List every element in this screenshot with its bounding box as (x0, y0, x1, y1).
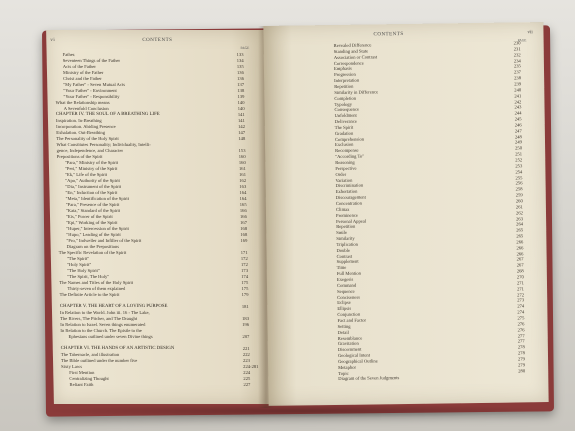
toc-entry-text: "Apo," Authority of the Spirit (65, 177, 120, 183)
toc-entry-text: The Definite Article to the Spirit (59, 292, 120, 298)
toc-page-number: 266 (516, 239, 524, 245)
toc-entry-text: Contrast (336, 253, 353, 259)
toc-entry-text: "Dia," Instrument of the Spirit (65, 183, 122, 189)
toc-entry-text: Discrimination (335, 182, 364, 189)
toc-entry-text: Similarity (336, 235, 355, 242)
toc-chapter-title: CHAPTER IV. THE SOUL OF A BREATHING LIFE (55, 111, 160, 117)
toc-page-number: 196 (242, 322, 250, 328)
toc-entry-text: "Peri," Ministry of the Spirit (64, 165, 118, 171)
toc-entry-text: Supplement (336, 259, 359, 265)
toc-entry-text: Christ and the Father (63, 75, 102, 81)
toc-page-number: 241 (514, 93, 522, 99)
toc-entry-text: Consequence (334, 106, 360, 113)
toc-page-number: 238 (514, 75, 522, 81)
toc-entry-text: Seventeen Things of the Father (62, 57, 121, 63)
toc-page-number: 223 (242, 358, 250, 364)
toc-entry-text: Repetition (334, 83, 354, 89)
right-page-heading: CONTENTS (373, 32, 404, 38)
toc-entry-text: "Meta," Identification of the Spirit (65, 195, 129, 201)
toc-page-number: 136 (237, 75, 245, 81)
toc-page-number: 235 (513, 63, 521, 69)
toc-page-number: 137 (237, 81, 245, 87)
toc-entry-text: Sixty Laws (61, 364, 83, 370)
toc-page-number: 162 (239, 177, 247, 183)
toc-entry-text: Exegesis (336, 276, 354, 282)
toc-page-number: 172 (240, 256, 248, 262)
toc-page-number: 167 (240, 220, 248, 226)
toc-page-number: 140 (237, 105, 245, 111)
toc-entry-text: "The Spirit" (66, 256, 90, 262)
toc-page-number: 224 (243, 370, 251, 376)
toc-page-number: 140 (237, 99, 245, 105)
toc-page-number: 280 (518, 367, 526, 374)
toc-entry-text: "Pro," Indweller and Infiller of the Spirit (66, 238, 142, 244)
toc-page-number: 169 (240, 238, 248, 244)
toc-entry-text: Gravitation (337, 341, 359, 347)
toc-entry-text: Typology (334, 101, 353, 107)
toc-entry-text: Full Mention (336, 270, 361, 277)
toc-page-number: 221 (242, 346, 250, 352)
toc-entry-text: The Names and Titles of the Holy Spirit (59, 280, 134, 286)
toc-entry-text: Resemblance (337, 335, 363, 341)
toc-entry-text: Deliverance (334, 118, 357, 125)
toc-page-number: 160 (238, 153, 246, 159)
toc-entry-text: The Spirit (334, 124, 354, 130)
book-shadow (40, 404, 560, 418)
toc-entry-text: A Sevenfold Conclusion (63, 105, 109, 111)
toc-page-number: 255 (515, 174, 523, 181)
toc-page-number: 254 (515, 169, 523, 175)
toc-page-number: 263 (516, 215, 523, 221)
toc-page-number: 168 (240, 232, 248, 238)
toc-page-number: 246 (514, 122, 522, 128)
toc-entry-text: Concentration (335, 200, 362, 206)
toc-page-number: 279 (517, 356, 525, 362)
right-page-number: vii (527, 30, 533, 36)
toc-page-number: 247 (514, 128, 522, 134)
toc-entry-text: Correspondence (333, 60, 364, 66)
toc-page-number: 166 (239, 207, 247, 213)
toc-entry-text: "Epi," Working of the Spirit (66, 220, 118, 226)
toc-entry-text: Time (336, 265, 347, 271)
toc-entry-text: The Specific Revelation of the Spirit (58, 250, 127, 256)
toc-entry-text: "Para," Ministry of the Spirit (64, 159, 119, 165)
toc-entry-text: Acts of the Father (62, 63, 96, 69)
toc-entry-text: Eclipse (337, 300, 351, 306)
toc-entry-text: In Relation to the World. John iii. 16 - The Lake, (59, 310, 150, 316)
toc-entry-text: Recompense (335, 147, 359, 154)
toc-entry-text: Exclusion (334, 142, 354, 148)
toc-entry-text: "Ek," Life of the Spirit (65, 171, 108, 177)
toc-entry-text: "Your Father" - Responsibility (63, 93, 120, 99)
toc-page-number: 163 (239, 183, 247, 189)
toc-page-number: 262 (515, 210, 523, 216)
toc-page-number: 133 (236, 51, 244, 57)
toc-page-number: 270 (516, 274, 524, 280)
toc-page-number: 181 (241, 304, 249, 310)
toc-entry-text: Setting (337, 323, 351, 329)
right-page (263, 22, 548, 406)
toc-page-number: 175 (241, 286, 249, 292)
toc-entry-text: "Huper," Intercession of the Spirit (66, 226, 129, 232)
toc-page-number: 272 (517, 291, 525, 298)
toc-entry-text: "My Father" - Seven Mutual Acts (63, 81, 126, 87)
toc-entry-text: Father. (62, 51, 76, 57)
toc-entry-text: Prominence (335, 212, 358, 218)
toc-entry-text: Topic (338, 370, 349, 376)
toc-entry-text: Personal Appeal (336, 218, 367, 224)
toc-entry-text: "According To" (335, 153, 365, 160)
toc-page-number: 141 (237, 111, 245, 117)
toc-entry-text: The Bible outlined under the number five (60, 358, 138, 364)
toc-page-number: 166 (239, 213, 247, 220)
toc-page-number: 141 (237, 117, 245, 123)
toc-page-number: 265 (516, 227, 524, 233)
toc-page-number: 164 (239, 189, 247, 195)
toc-entry-text: The Personality of the Holy Spirit (56, 135, 119, 141)
toc-entry-text: Ephesians outlined under seven Divine things (68, 334, 153, 340)
toc-entry-text: Diagram on the Prepositions (66, 244, 120, 250)
toc-page-number: 147 (238, 129, 246, 135)
toc-page-number: 161 (238, 165, 246, 171)
toc-entry-text: The Tabernacle, and illustration (60, 352, 120, 358)
toc-entry-text: Completion (334, 95, 357, 101)
toc-page-number: 230 (513, 40, 521, 46)
left-page-number: vi (50, 37, 56, 43)
toc-entry-text: Discernment (337, 346, 362, 353)
toc-entry-text: Conjunction (337, 311, 361, 318)
toc-page-number: 275 (517, 315, 525, 321)
left-page (46, 30, 272, 404)
toc-page-number: 171 (240, 250, 248, 256)
toc-page-number: 237 (513, 69, 521, 75)
toc-entry-text: The Rivers, The Pitcher, and The Draught (60, 316, 138, 322)
toc-page-number: 252 (515, 157, 523, 163)
toc-page-number: 265 (516, 233, 524, 239)
toc-page-number: 267 (516, 256, 524, 262)
toc-entry-text: Smile (336, 230, 348, 236)
toc-entry-text: Fact and Factor (337, 317, 367, 323)
toc-page-number: 266 (516, 245, 524, 251)
toc-page-number: 276 (517, 321, 525, 327)
toc-entry-text: Unfoldment (334, 112, 357, 119)
toc-entry-text: Diagram of the Seven Judgments (338, 375, 400, 382)
toc-page-number: 174 (241, 274, 249, 280)
toc-entry-text: Revealed Difference (333, 42, 372, 48)
left-page-heading: CONTENTS (142, 37, 173, 43)
toc-entry-text: Conciseness (337, 294, 360, 300)
toc-page-number: 239 (514, 81, 522, 87)
toc-page-number: 261 (515, 204, 523, 210)
toc-page-number: 175 (241, 280, 249, 286)
toc-page-number: 242 (514, 98, 522, 104)
toc-page-number: 268 (516, 268, 524, 274)
toc-page-number: 165 (239, 201, 247, 207)
toc-page-number: 183 (242, 316, 250, 322)
toc-page-number: 164 (239, 195, 247, 201)
toc-page-number: 279 (518, 362, 526, 368)
toc-page-number: 278 (517, 344, 525, 350)
toc-entry-text: Ellipsis (337, 306, 352, 312)
toc-entry-text: Emphasis (333, 66, 352, 72)
toc-page-number: 273 (517, 297, 525, 303)
right-page-word: PAGE (517, 38, 527, 43)
toc-page-number: 260 (515, 198, 523, 204)
toc-entry-text: Double (336, 247, 351, 253)
toc-entry-text: Perspective (335, 165, 357, 171)
toc-entry-text: Ministry of the Father (62, 69, 104, 75)
toc-entry-text: Geological Intent (337, 352, 371, 359)
toc-page-number: 161 (239, 171, 247, 177)
toc-page-number: 274 (517, 303, 525, 309)
toc-page-number: 277 (517, 332, 525, 338)
toc-entry-text: Progression (334, 71, 356, 78)
toc-page-number: 248 (514, 133, 522, 140)
toc-page-number: 271 (516, 280, 524, 286)
toc-entry-text: Association or Contrast (333, 54, 378, 60)
toc-page-number: 179 (241, 292, 249, 298)
toc-chapter-title: CHAPTER VI. THE HANDS OF AN ARTISTIC DESIGN (60, 346, 175, 352)
toc-entry-text: "Kata," Standard of the Spirit (65, 207, 121, 213)
toc-page-number: 227 (243, 382, 251, 388)
toc-page-number: 259 (515, 192, 523, 198)
toc-page-number: 207 (242, 334, 250, 340)
toc-entry-text: "The Holy Spirit" (67, 268, 100, 274)
toc-entry-text: Exhalation. Out-Breathing (56, 129, 106, 135)
toc-entry-text: Thirty-seven of them explained (67, 286, 126, 292)
toc-page-number: 276 (517, 326, 525, 333)
toc-page-number: 224-281 (243, 364, 259, 370)
toc-page-number: 267 (516, 262, 524, 268)
toc-page-number: 243 (514, 104, 522, 110)
toc-entry-text: Exhortation (335, 188, 358, 195)
toc-entry-text: "Para," Presence of the Spirit (65, 201, 120, 207)
toc-page-number: 250 (515, 145, 523, 151)
toc-page-number: 153 (238, 147, 246, 153)
toc-entry-text: Triplication (336, 241, 358, 247)
toc-page-number: 138 (237, 87, 245, 93)
toc-entry-text: Similarity in Difference (334, 89, 379, 95)
toc-entry-text: What Constitutes Personality; Individuality, Intelli- (56, 141, 151, 147)
toc-page-number: 148 (238, 135, 246, 141)
toc-page-number: 264 (516, 221, 524, 227)
toc-page-number: 173 (241, 268, 249, 274)
toc-page-number: 256 (515, 180, 523, 186)
toc-entry-text: "The Spirit, The Holy" (67, 274, 110, 280)
toc-page-number: 251 (515, 151, 523, 157)
toc-page-number: 139 (237, 93, 245, 99)
toc-page-number: 278 (517, 350, 525, 356)
toc-page-number: 245 (514, 116, 522, 122)
toc-entry-text: "Hupo," Leading of the Spirit (66, 232, 121, 238)
toc-entry-text: Discouragement (335, 194, 366, 201)
toc-entry-text: Geographical Outline (338, 358, 378, 364)
toc-page-number: 234 (513, 57, 521, 64)
toc-page-number: 266 (516, 250, 524, 257)
toc-entry-text: "En," Induction of the Spirit (65, 189, 118, 195)
toc-page-number: 225 (243, 376, 251, 382)
toc-entry-text: Repetition (336, 224, 356, 230)
toc-page-number: 277 (517, 338, 525, 344)
toc-page-number: 222 (242, 352, 250, 358)
toc-entry-text: Variation (335, 177, 353, 183)
toc-entry-text: What the Relationship means (55, 99, 110, 105)
left-page-word: PAGE (240, 45, 250, 50)
toc-chapter-title: CHAPTER V. THE HEART OF A LOVING PURPOSE (59, 304, 168, 310)
toc-page-number: 168 (240, 226, 248, 232)
toc-entry-text: Inspiration. In-Breathing (55, 117, 102, 123)
toc-entry-text: Gradation (334, 130, 354, 136)
toc-entry-text: Reliant Faith (69, 382, 94, 388)
toc-page-number: 274 (517, 309, 525, 315)
toc-page-number: 232 (513, 52, 521, 58)
toc-entry-text: "Your Father" - Environment (63, 87, 117, 93)
toc-entry-text: First Mention (69, 370, 95, 376)
toc-page-number: 142 (238, 123, 246, 129)
toc-entry-text: Centralizing Thought (69, 376, 109, 382)
toc-page-number: 253 (515, 163, 523, 169)
toc-entry-text: Reasoning (335, 159, 355, 165)
toc-page-number: 231 (513, 46, 521, 52)
toc-entry-text: In Relation to the Church. The Epistle to the (60, 328, 142, 334)
toc-page-number: 244 (514, 110, 522, 116)
toc-page-number: 160 (238, 159, 246, 165)
toc-page-number: 240 (514, 87, 522, 93)
toc-entry-text: Climax (335, 206, 350, 212)
toc-page-number: 135 (236, 63, 244, 69)
toc-entry-text: "Eis," Power of the Spirit (65, 213, 113, 220)
toc-entry-text: Standing and State (333, 48, 369, 54)
toc-entry-text: Metaphor (338, 364, 357, 370)
toc-entry-text: Comprehension (334, 136, 365, 142)
toc-entry-text: "Holy Spirit" (66, 262, 92, 268)
toc-page-number: 271 (517, 286, 524, 292)
toc-entry-text: Interpretation (334, 77, 360, 84)
toc-page-number: 172 (240, 262, 248, 268)
toc-page-number: 136 (236, 69, 244, 75)
toc-entry-text: Command (336, 282, 357, 288)
toc-entry-text: Sequence (337, 288, 355, 294)
toc-entry-text: Order (335, 171, 347, 177)
toc-page-number: 258 (515, 186, 523, 192)
toc-entry-text: gence, Independence, and Character (56, 147, 124, 153)
toc-page-number: 249 (514, 139, 522, 145)
toc-page-number: 134 (236, 57, 244, 63)
toc-entry-text: Incorporation. Abiding Presence (56, 123, 116, 129)
toc-entry-text: Detail (337, 329, 349, 335)
toc-entry-text: Prepositions of the Spirit (56, 153, 103, 159)
toc-entry-text: In Relation to Israel. Seven things enumerated (60, 322, 146, 328)
